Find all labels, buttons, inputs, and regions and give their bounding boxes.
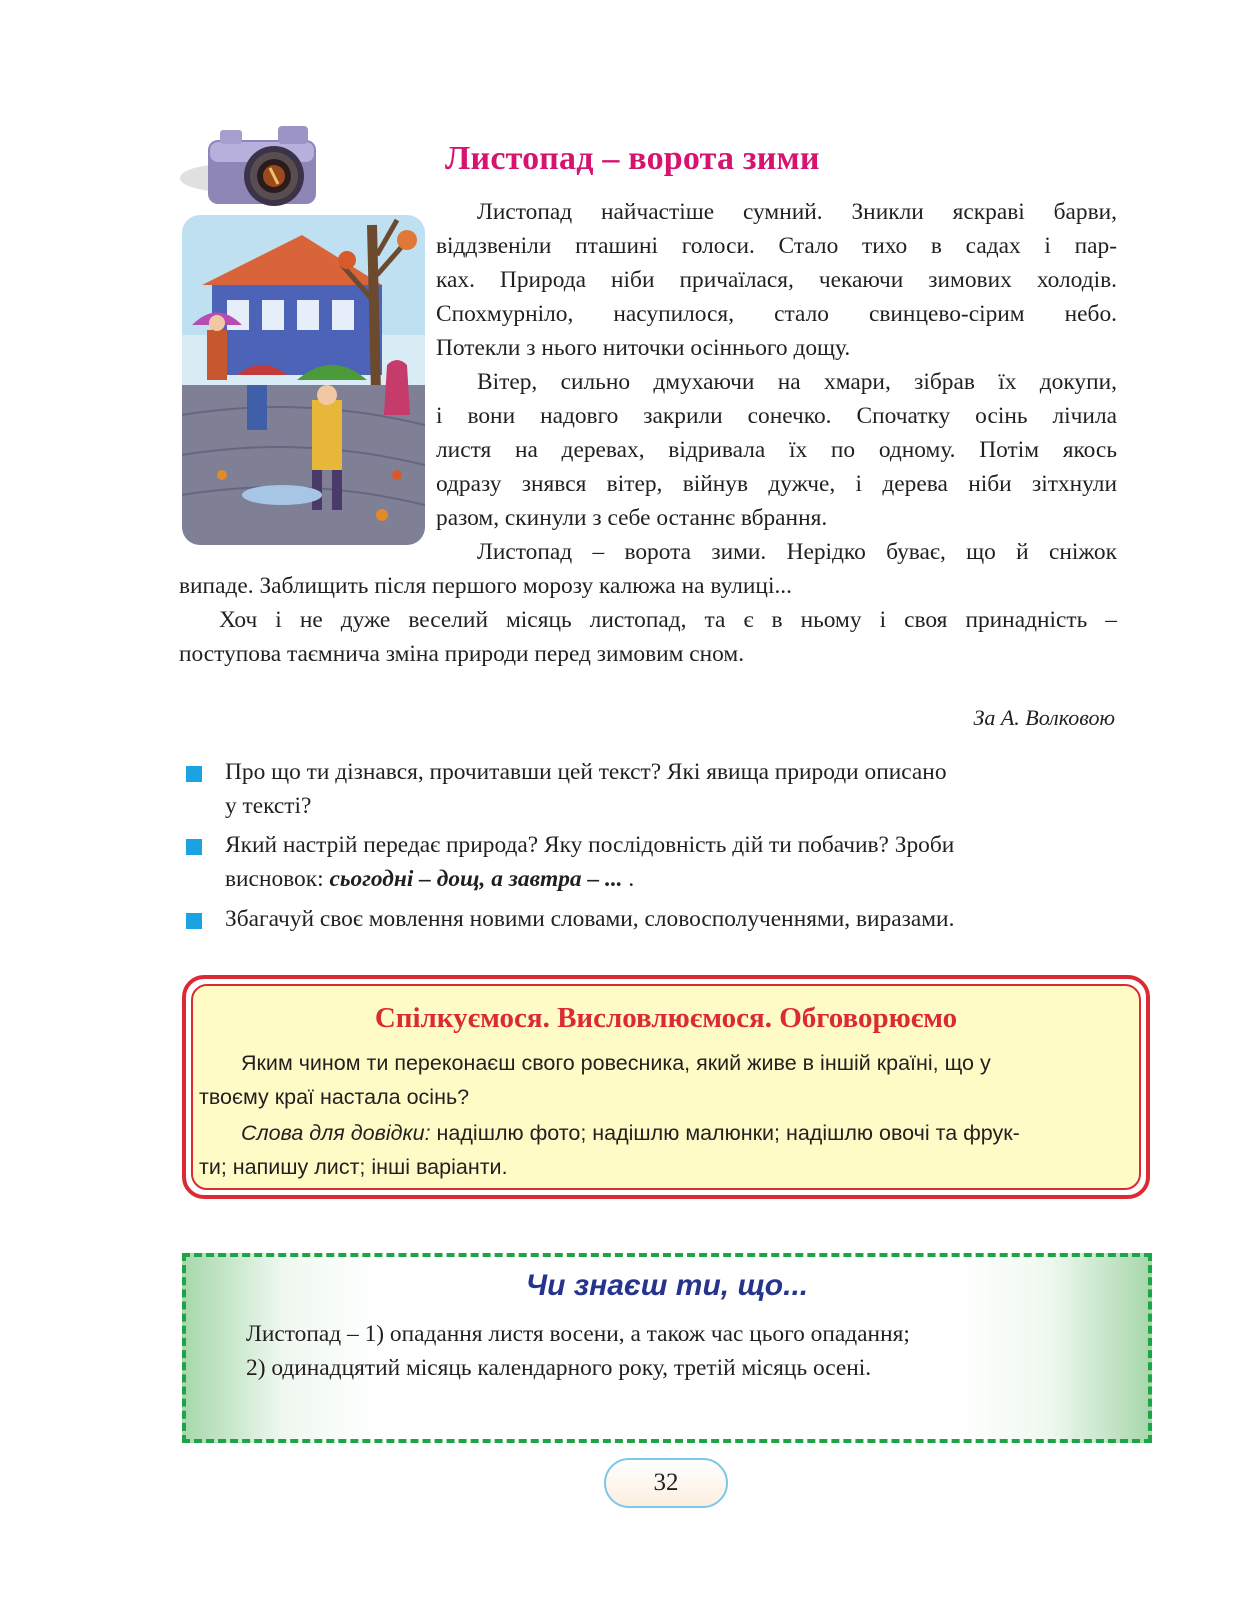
story-line: ках. Природа ніби причаїлася, чекаючи зимових холодів.: [436, 267, 1117, 293]
story-line: випаде. Заблищить після першого морозу калюжа на вулиці...: [179, 573, 792, 599]
story-line: одразу знявся вітер, війнув дужче, і дерева ніби зітхнули: [436, 471, 1117, 497]
story-line: віддзвеніли пташині голоси. Стало тихо в садах і пар-: [436, 233, 1117, 259]
square-bullet-icon: [186, 913, 202, 929]
story-line: листя на деревах, відривала їх по одному. Потім якось: [436, 437, 1117, 463]
did-you-know-text: 2) одинадцятий місяць календарного року, третій місяць осені.: [246, 1355, 872, 1381]
story-line: Хоч і не дуже веселий місяць листопад, та є в ньому і своя принадність –: [219, 607, 1117, 633]
discussion-hint: ти; напишу лист; інші варіанти.: [199, 1155, 508, 1179]
discussion-hint: Слова для довідки: надішлю фото; надішлю малюнки; надішлю овочі та фрук-: [241, 1121, 1020, 1145]
autumn-city-illustration: [182, 215, 425, 545]
camera-icon: [178, 110, 326, 220]
discussion-text: Яким чином ти переконаєш свого ровесника, який живе в іншій країні, що у: [241, 1051, 991, 1075]
square-bullet-icon: [186, 839, 202, 855]
story-attribution: За А. Волковою: [973, 705, 1115, 730]
question-conclusion: висновок: сьогодні – дощ, а завтра – ... .: [225, 866, 635, 892]
did-you-know-text: Листопад – 1) опадання листя восени, а також час цього опадання;: [246, 1321, 910, 1347]
page-number: 32: [604, 1458, 728, 1508]
hint-label: Слова для довідки:: [241, 1121, 431, 1145]
story-line: Листопад найчастіше сумний. Зникли яскраві барви,: [477, 199, 1117, 225]
story-line: поступова таємнича зміна природи перед зимовим сном.: [179, 641, 745, 667]
story-line: і вони надовго закрили сонечко. Спочатку осінь лічила: [436, 403, 1117, 429]
story-line: Потекли з нього ниточки осіннього дощу.: [436, 335, 851, 361]
square-bullet-icon: [186, 766, 202, 782]
conclusion-emphasis: сьогодні – дощ, а завтра – ...: [329, 866, 623, 892]
story-line: разом, скинули з себе останнє вбрання.: [436, 505, 828, 531]
story-line: Листопад – ворота зими. Нерідко буває, що й сніжок: [477, 539, 1117, 565]
story-title: Листопад – ворота зими: [445, 140, 820, 177]
discussion-title: Спілкуємося. Висловлюємося. Обговорюємо: [374, 1002, 958, 1034]
story-line: Вітер, сильно дмухаючи на хмари, зібрав їх докупи,: [477, 369, 1117, 395]
did-you-know-title: Чи знаєш ти, що...: [525, 1269, 809, 1302]
discussion-text: твоєму краї настала осінь?: [199, 1085, 470, 1109]
discussion-box: [182, 975, 1150, 1199]
did-you-know-box: [182, 1253, 1152, 1443]
story-line: Спохмурніло, насупилося, стало свинцево-сірим небо.: [436, 301, 1117, 327]
